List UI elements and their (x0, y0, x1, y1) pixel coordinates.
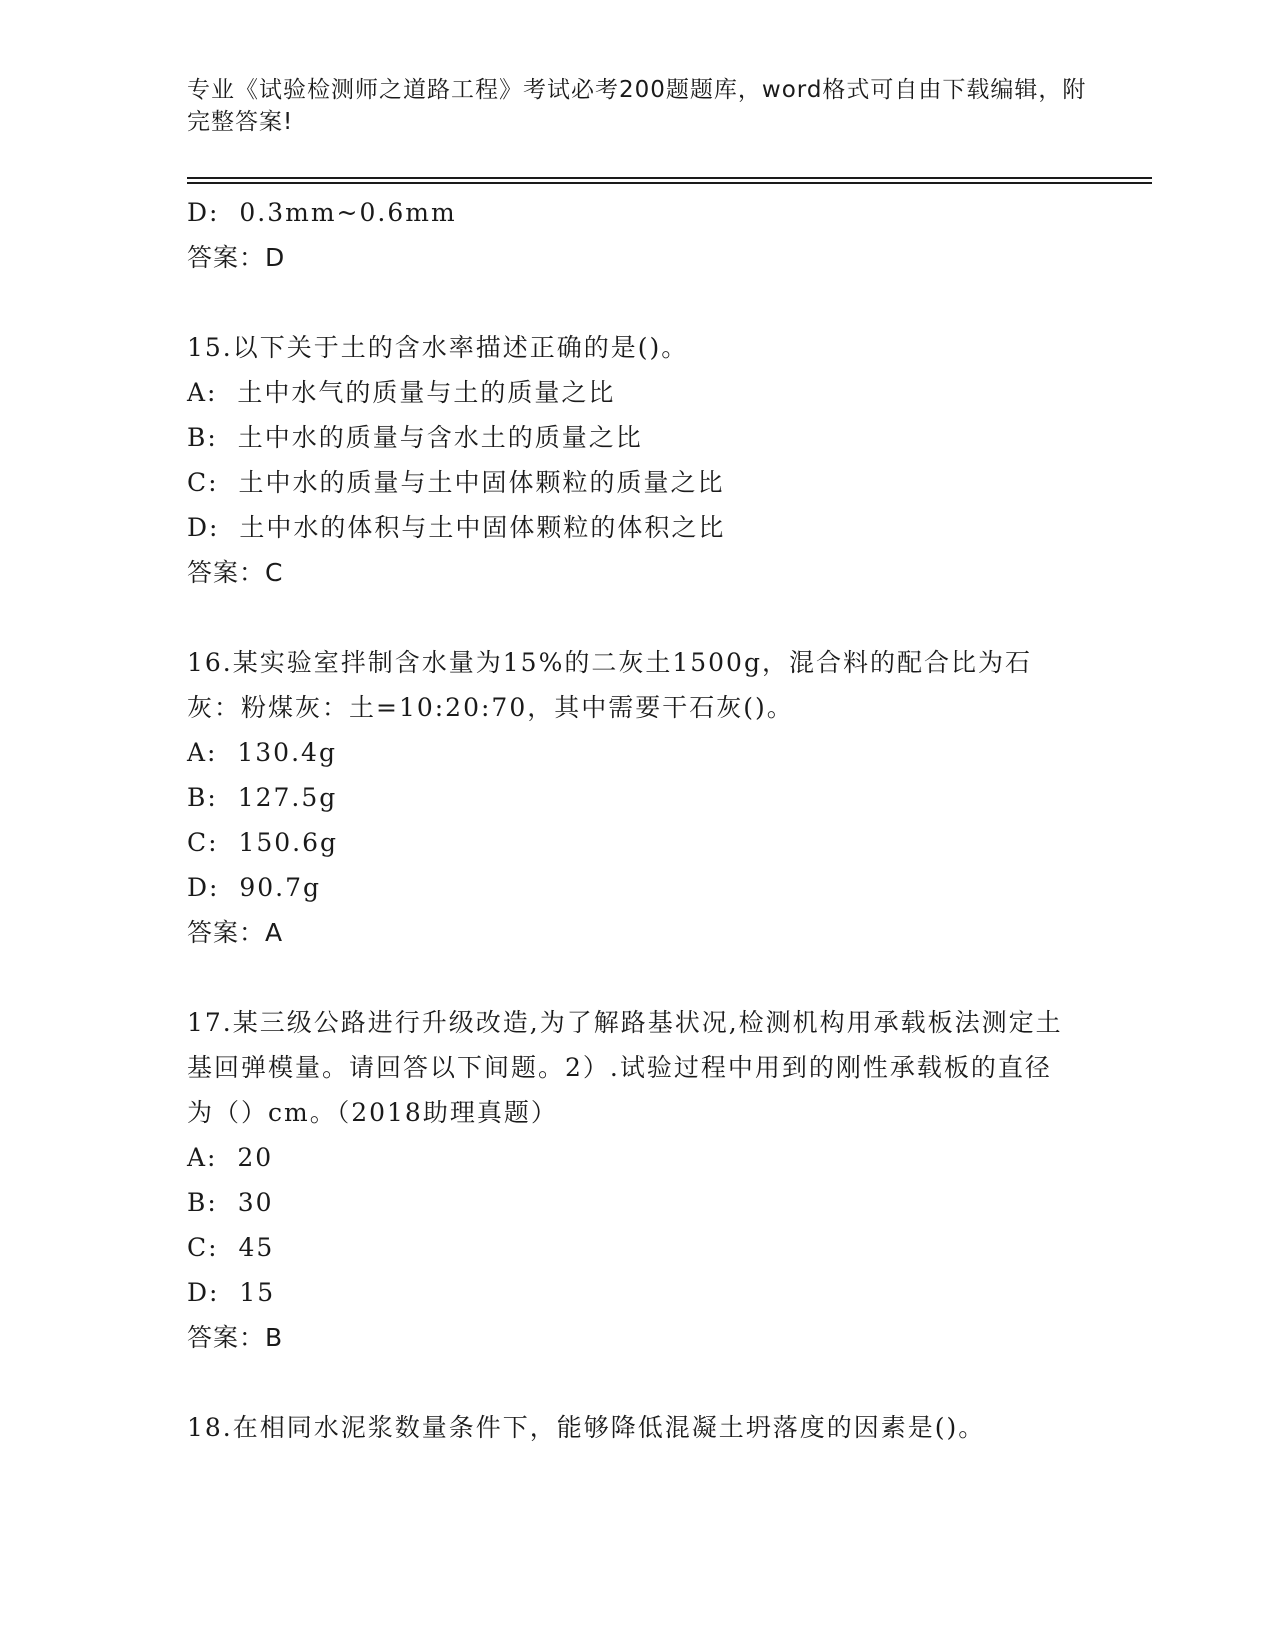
option-c: C: 土中水的质量与土中固体颗粒的质量之比 (187, 468, 725, 497)
question-16 (187, 640, 1087, 955)
answer-label: 答案：C (187, 558, 284, 587)
spacer (187, 1360, 1087, 1405)
answer-label: 答案：D (187, 243, 286, 272)
option-d: D: 0.3mm~0.6mm (187, 198, 457, 227)
spacer (187, 280, 1087, 325)
option-c: C: 45 (187, 1233, 275, 1262)
option-b: B: 30 (187, 1188, 274, 1217)
page-header: 专业《试验检测师之道路工程》考试必考200题题库，word格式可自由下载编辑，附完整答案! (187, 77, 1087, 135)
answer-label: 答案：B (187, 1323, 284, 1352)
answer-label: 答案：A (187, 918, 284, 947)
question-18 (187, 1405, 1087, 1450)
option-d: D: 15 (187, 1278, 276, 1307)
question-14-partial (187, 190, 1087, 280)
question-17 (187, 1000, 1087, 1360)
spacer (187, 595, 1087, 640)
option-a: A: 130.4g (187, 738, 337, 767)
question-stem: 16.某实验室拌制含水量为15%的二灰土1500g，混合料的配合比为石灰：粉煤灰：土=10:20:70，其中需要干石灰()。 (187, 648, 1032, 722)
option-d: D: 土中水的体积与土中固体颗粒的体积之比 (187, 513, 726, 542)
question-stem: 15.以下关于土的含水率描述正确的是()。 (187, 333, 689, 362)
question-list (187, 190, 1087, 1450)
question-stem: 18.在相同水泥浆数量条件下，能够降低混凝土坍落度的因素是()。 (187, 1413, 986, 1442)
header-divider-top (187, 177, 1152, 179)
option-b: B: 土中水的质量与含水土的质量之比 (187, 423, 643, 452)
option-c: C: 150.6g (187, 828, 339, 857)
question-15 (187, 325, 1087, 595)
option-b: B: 127.5g (187, 783, 338, 812)
option-a: A: 土中水气的质量与土的质量之比 (187, 378, 616, 407)
question-stem: 17.某三级公路进行升级改造,为了解路基状况,检测机构用承载板法测定土基回弹模量。请回答以下间题。2）.试验过程中用到的刚性承载板的直径为（）cm。（2018助理真题） (187, 1008, 1063, 1127)
header-divider-bottom (187, 182, 1152, 184)
spacer (187, 955, 1087, 1000)
option-a: A: 20 (187, 1143, 274, 1172)
option-d: D: 90.7g (187, 873, 322, 902)
